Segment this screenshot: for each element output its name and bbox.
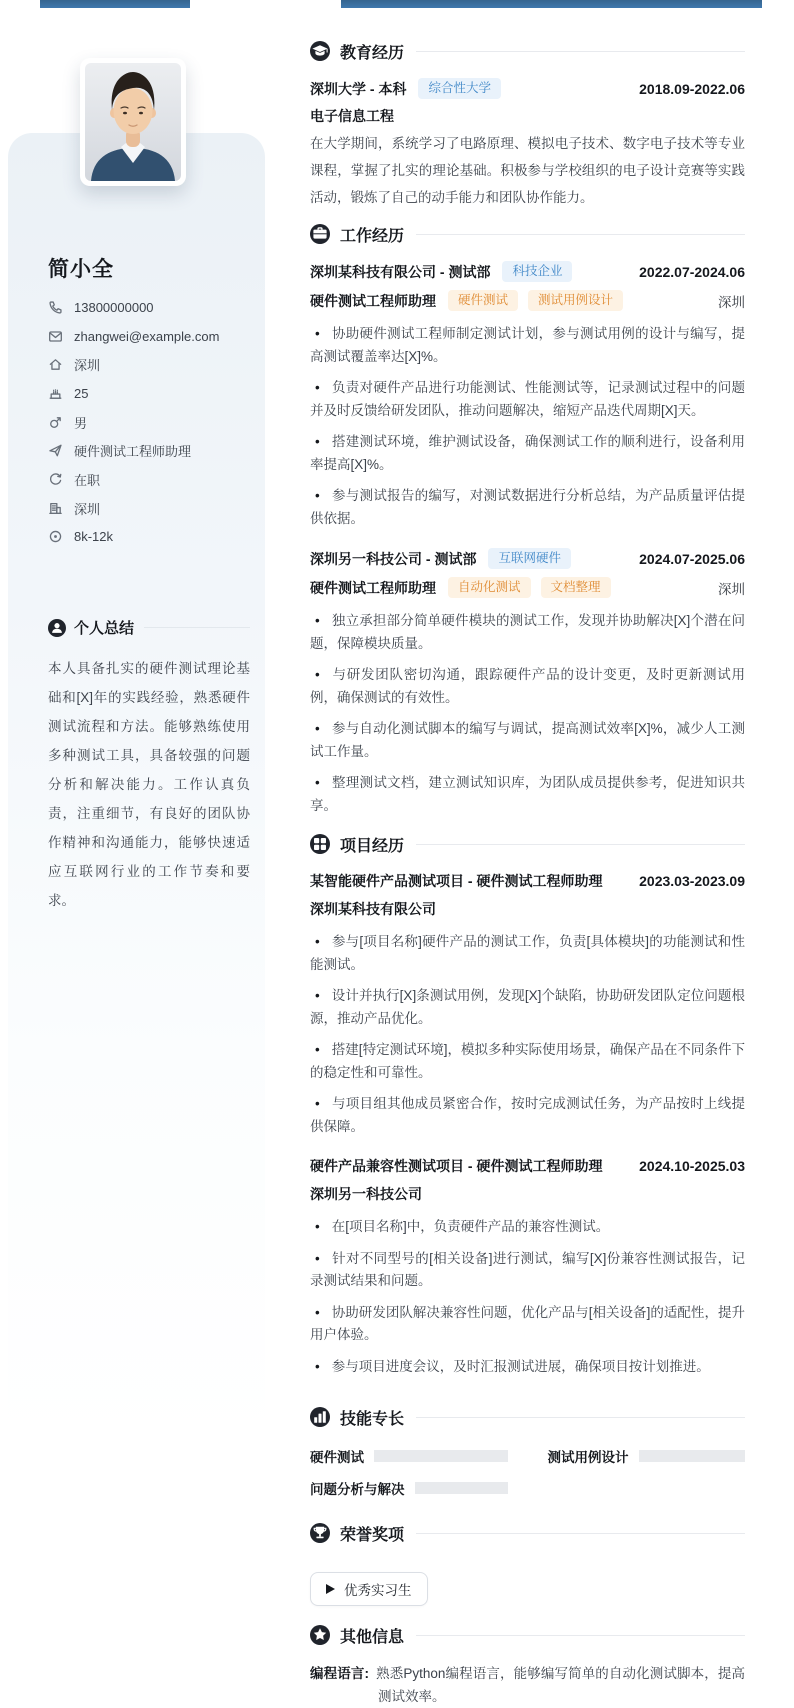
- other-info: [310, 1662, 745, 1708]
- divider: [416, 844, 745, 845]
- bullet-item: • 参与[项目名称]硬件产品的测试工作，负责[具体模块]的功能测试和性能测试。: [310, 934, 745, 972]
- skill-tag: 自动化测试: [448, 577, 531, 598]
- divider: [416, 1635, 745, 1636]
- section-education: [310, 40, 745, 211]
- contact-text: 深圳: [74, 358, 101, 374]
- bullet-item: • 与研发团队密切沟通，跟踪硬件产品的设计变更，及时更新测试用例，确保测试的有效性。: [310, 667, 745, 705]
- skill-bar-track: [415, 1482, 508, 1494]
- bullet-dot: •: [315, 988, 320, 1003]
- education-date: 2018.09-2022.06: [639, 80, 745, 97]
- contact-text: 男: [74, 415, 88, 431]
- bullet-item: • 参与测试报告的编写，对测试数据进行分析总结，为产品质量评估提供依据。: [310, 488, 745, 526]
- top-accent-bar-left: [40, 0, 190, 8]
- contact-email: [48, 322, 248, 351]
- company-tag: 互联网硬件: [488, 548, 571, 569]
- bullet-item: • 参与自动化测试脚本的编写与调试，提高测试效率[X]%，减少人工测试工作量。: [310, 721, 745, 759]
- bullet-item: • 搭建测试环境，维护测试设备，确保测试工作的顺利进行，设备利用率提高[X]%。: [310, 434, 745, 472]
- section-other: [310, 1624, 745, 1708]
- section-work: [310, 223, 745, 817]
- contact-age: [48, 379, 248, 408]
- contact-text: zhangwei@example.com: [74, 328, 220, 344]
- bullet-item: • 协助研发团队解决兼容性问题，优化产品与[相关设备]的适配性，提升用户体验。: [310, 1304, 745, 1342]
- bullet-dot: •: [315, 613, 320, 628]
- candidate-name: 简小全: [48, 258, 114, 281]
- skill-bar-track: [639, 1450, 746, 1462]
- divider: [416, 1533, 745, 1534]
- trophy-icon: [310, 1523, 330, 1543]
- resume-main: [310, 40, 745, 1708]
- divider: [416, 1417, 745, 1418]
- position-icon: [48, 443, 63, 458]
- graduation-cap-icon: [310, 41, 330, 61]
- bullet-item: • 独立承担部分简单硬件模块的测试工作，发现并协助解决[X]个潜在问题，保障模块质量。: [310, 613, 745, 651]
- project-date: 2024.10-2025.03: [639, 1158, 745, 1174]
- project-bullets: [310, 931, 745, 1138]
- bullet-dot: •: [315, 934, 320, 949]
- skill-tag: 文档整理: [541, 577, 611, 598]
- contact-list: [48, 293, 248, 551]
- bullet-item: • 负责对硬件产品进行功能测试、性能测试等，记录测试过程中的问题并及时反馈给研发团队，推动问题解决，缩短产品迭代周期[X]天。: [310, 380, 745, 418]
- school-tag: 综合性大学: [418, 78, 501, 99]
- skill-label: 测试用例设计: [547, 1450, 629, 1465]
- bullet-dot: •: [315, 667, 320, 682]
- bullet-dot: •: [315, 1304, 320, 1320]
- project-bullets: [310, 1216, 745, 1378]
- divider: [416, 234, 745, 235]
- project-company: 深圳另一科技公司: [310, 1186, 422, 1202]
- bullet-dot: •: [315, 326, 320, 341]
- project-company: 深圳某科技有限公司: [310, 901, 436, 917]
- contact-gender: [48, 408, 248, 437]
- star-icon: [310, 1625, 330, 1645]
- job-title: 硬件测试工程师助理: [310, 292, 436, 309]
- bullet-item: • 搭建[特定测试环境]，模拟多种实际使用场景，确保产品在不同条件下的稳定性和可靠性。: [310, 1042, 745, 1080]
- summary-text: 本人具备扎实的硬件测试理论基础和[X]年的实践经验，熟悉硬件测试流程和方法。能够熟练使用多种测试工具，具备较强的问题分析和解决能力。工作认真负责，注重细节，有良好的团队协作精神和沟通能力，能够快速适应互联网行业的工作节奏和要求。: [48, 661, 250, 908]
- contact-phone: [48, 293, 248, 322]
- contact-text: 深圳: [74, 501, 101, 517]
- contact-city: [48, 494, 248, 523]
- grid-icon: [310, 834, 330, 854]
- bullet-item: • 在[项目名称]中，负责硬件产品的兼容性测试。: [315, 1219, 610, 1234]
- skill-tag: 硬件测试: [448, 290, 518, 311]
- bullet-dot: •: [315, 775, 320, 790]
- skill-bar-track: [374, 1450, 508, 1462]
- section-title: 技能专长: [340, 1410, 405, 1428]
- section-summary: [48, 617, 250, 915]
- bullet-item: • 设计并执行[X]条测试用例，发现[X]个缺陷，协助研发团队定位问题根源，推动产品优化。: [310, 988, 745, 1026]
- section-title: 荣誉奖项: [340, 1526, 405, 1544]
- contact-position: [48, 436, 248, 465]
- skill-label: 问题分析与解决: [310, 1482, 405, 1497]
- skill-item: [310, 1446, 508, 1466]
- bullet-dot: •: [315, 380, 320, 395]
- education-description: 在大学期间，系统学习了电路原理、模拟电子技术、数字电子技术等专业课程，掌握了扎实的理论基础。积极参与学校组织的电子设计竞赛等实践活动，锻炼了自己的动手能力和团队协作能力。: [310, 136, 745, 205]
- project-name: 硬件产品兼容性测试项目 - 硬件测试工程师助理: [310, 1158, 603, 1174]
- skill-label: 硬件测试: [310, 1450, 364, 1465]
- bullet-dot: •: [315, 1219, 320, 1234]
- company-name: 深圳另一科技公司 - 测试部: [310, 550, 477, 567]
- skill-tag: 测试用例设计: [528, 290, 623, 311]
- section-title: 教育经历: [340, 44, 405, 62]
- skills-grid: [310, 1446, 745, 1498]
- section-projects: [310, 833, 745, 1378]
- bullet-dot: •: [315, 434, 320, 449]
- person-icon: [48, 619, 66, 637]
- contact-text: 8k-12k: [74, 529, 114, 545]
- contact-text: 在职: [74, 472, 101, 488]
- bullet-dot: •: [315, 1250, 320, 1266]
- school-degree: 深圳大学 - 本科: [310, 80, 407, 97]
- profile-photo: [80, 58, 186, 186]
- work-bullets: [310, 323, 745, 530]
- salary-icon: [48, 529, 63, 544]
- bullet-dot: •: [315, 1358, 320, 1374]
- portrait-illustration: [85, 63, 181, 181]
- bullet-item: • 参与项目进度会议，及时汇报测试进展，确保项目按计划推进。: [315, 1358, 710, 1374]
- status-icon: [48, 472, 63, 487]
- bullet-dot: •: [315, 1096, 320, 1111]
- contact-salary: [48, 523, 248, 552]
- divider: [144, 627, 250, 628]
- section-honors: [310, 1522, 745, 1606]
- other-text: 熟悉Python编程语言，能够编写简单的自动化测试脚本，提高测试效率。: [375, 1666, 746, 1704]
- bullet-item: • 针对不同型号的[相关设备]进行测试，编写[X]份兼容性测试报告，记录测试结果和问题。: [310, 1250, 745, 1288]
- top-accent-bar-right: [341, 0, 762, 8]
- bullet-item: • 整理测试文档，建立测试知识库，为团队成员提供参考，促进知识共享。: [310, 775, 745, 813]
- section-title: 其他信息: [340, 1628, 405, 1646]
- work-location: 深圳: [718, 294, 745, 310]
- work-location: 深圳: [718, 581, 745, 597]
- project-name: 某智能硬件产品测试项目 - 硬件测试工程师助理: [310, 873, 603, 889]
- work-date: 2024.07-2025.06: [639, 550, 745, 567]
- skill-item: [310, 1478, 508, 1498]
- divider: [416, 51, 745, 52]
- project-entry: [310, 871, 745, 1138]
- contact-text: 13800000000: [74, 299, 154, 315]
- bullet-dot: •: [315, 721, 320, 736]
- age-icon: [48, 386, 63, 401]
- contact-text: 25: [74, 385, 89, 401]
- skill-item: [548, 1446, 746, 1466]
- contact-text: 硬件测试工程师助理: [74, 444, 192, 460]
- city-icon: [48, 501, 63, 516]
- company-name: 深圳某科技有限公司 - 测试部: [310, 263, 491, 280]
- bullet-dot: •: [315, 1042, 320, 1057]
- work-bullets: [310, 610, 745, 817]
- play-icon: [326, 1584, 335, 1594]
- project-entry: [310, 1156, 745, 1378]
- bullet-item: • 与项目组其他成员紧密合作，按时完成测试任务，为产品按时上线提供保障。: [310, 1096, 745, 1134]
- work-date: 2022.07-2024.06: [639, 263, 745, 280]
- section-title: 工作经历: [340, 227, 405, 245]
- contact-status: [48, 465, 248, 494]
- phone-icon: [48, 300, 63, 315]
- work-entry: [310, 261, 745, 530]
- job-title: 硬件测试工程师助理: [310, 579, 436, 596]
- briefcase-icon: [310, 224, 330, 244]
- bar-chart-icon: [310, 1407, 330, 1427]
- gender-icon: [48, 415, 63, 430]
- email-icon: [48, 329, 63, 344]
- section-skills: [310, 1406, 745, 1498]
- work-entry: [310, 548, 745, 817]
- section-title: 项目经历: [340, 837, 405, 855]
- other-label: 编程语言:: [310, 1666, 369, 1681]
- honor-badge[interactable]: [310, 1572, 428, 1606]
- contact-home-city: [48, 350, 248, 379]
- bullet-dot: •: [315, 488, 320, 503]
- bullet-item: • 协助硬件测试工程师制定测试计划，参与测试用例的设计与编写，提高测试覆盖率达[X]%。: [310, 326, 745, 364]
- project-date: 2023.03-2023.09: [639, 873, 745, 889]
- major: 电子信息工程: [310, 108, 394, 124]
- education-entry: [310, 78, 745, 211]
- honor-label: 优秀实习生: [344, 1583, 412, 1598]
- company-tag: 科技企业: [502, 261, 572, 282]
- home-icon: [48, 357, 63, 372]
- summary-title: 个人总结: [74, 620, 135, 637]
